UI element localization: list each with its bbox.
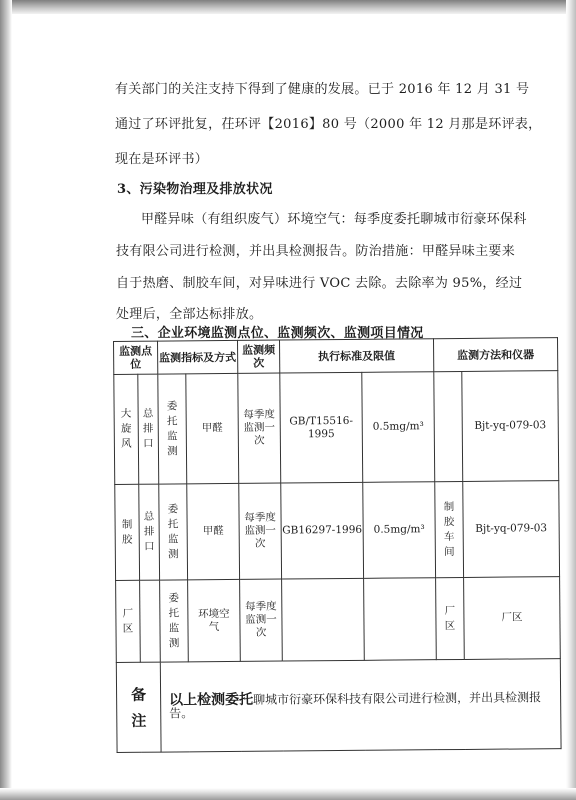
- cell-limit: 0.5mg/m³: [362, 372, 435, 483]
- remarks-row: [116, 659, 561, 753]
- cell-indicator: 甲醛: [186, 373, 239, 483]
- paragraph-line: 有关部门的关注支持下得到了健康的发展。已于 2016 年 12 月 31 号: [115, 82, 530, 97]
- cell-indicator: 甲醛: [187, 483, 240, 579]
- paragraph-line: 通过了环评批复，茌环评【2016】80 号（2000 年 12 月那是环评表，: [115, 117, 542, 132]
- section-line: 技有限公司进行检测，并出具检测报告。防治措施：甲醛异味主要来: [116, 244, 516, 259]
- cell-location: 制胶: [121, 518, 133, 546]
- header-point: 监测点位: [114, 341, 158, 374]
- section-line: 处理后，全部达标排放。: [116, 307, 263, 322]
- cell-method: 厂区: [464, 577, 561, 660]
- section-line: 甲醛异味（有组织废气）环境空气：每季度委托聊城市衍豪环保科: [141, 212, 527, 227]
- section-heading: 3、污染物治理及排放状况: [117, 182, 273, 197]
- cell-method: Bjt-yq-079-03: [462, 371, 559, 482]
- remarks-content: [160, 659, 561, 752]
- cell-location: 大旋风: [120, 407, 132, 450]
- cell-frequency: 每季度监测一次: [245, 600, 277, 639]
- remarks-text: 聊城市衍豪环保科技有限公司进行检测，并出具检测报告。: [169, 689, 542, 721]
- monitoring-table: [113, 337, 562, 753]
- table-row: [115, 481, 560, 581]
- cell-outlet: 总排口: [143, 510, 155, 553]
- remarks-strong-text: 以上检测委托: [169, 691, 254, 709]
- cell-mode: 委托监测: [168, 591, 180, 650]
- cell-mode: 委托监测: [166, 399, 178, 458]
- cell-frequency: 每季度监测一次: [243, 408, 276, 447]
- cell-standard: GB/T15516-1995: [280, 372, 363, 483]
- cell-frequency: 每季度监测一次: [244, 511, 276, 550]
- cell-standard: [282, 578, 365, 661]
- header-method: 监测方法和仪器: [433, 338, 557, 372]
- cell-outlet: 总排口: [142, 407, 154, 450]
- section-line: 自于热磨、制胶车间，对异味进行 VOC 去除。去除率为 95%，经过: [116, 276, 523, 291]
- cell-area: 制胶车间: [443, 500, 455, 558]
- cell-indicator: 环境空气: [198, 607, 230, 633]
- cell-method: Bjt-yq-079-03: [463, 481, 560, 578]
- table-header-row: [114, 338, 558, 375]
- cell-standard: GB16297-1996: [281, 482, 364, 579]
- table-row: [116, 577, 561, 663]
- cell-location: 厂区: [122, 607, 134, 635]
- cell-area: 厂区: [444, 604, 456, 632]
- cell-limit: 0.5mg/m³: [363, 482, 436, 579]
- header-frequency: 监测频次: [237, 340, 279, 373]
- table-heading: 三、企业环境监测点位、监测频次、监测项目情况: [131, 326, 424, 341]
- paragraph-line: 现在是环评书）: [115, 152, 209, 167]
- table-row: [114, 371, 559, 485]
- cell-limit: [364, 578, 437, 661]
- remarks-label: 备注: [130, 685, 147, 730]
- header-standard: 执行标准及限值: [279, 339, 433, 373]
- cell-mode: 委托监测: [167, 502, 179, 561]
- header-indicator: 监测指标及方式: [158, 340, 238, 374]
